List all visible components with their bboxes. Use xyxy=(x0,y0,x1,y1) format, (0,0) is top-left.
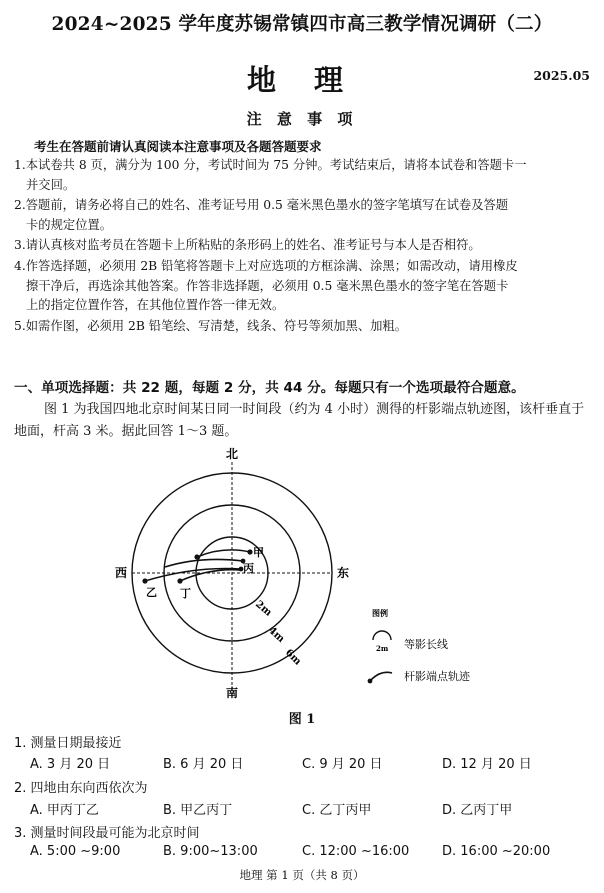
figure-caption: 图 1 xyxy=(288,712,316,727)
legend-track-icon xyxy=(370,672,392,681)
north-label: 北 xyxy=(225,447,239,461)
figure-shadow-diagram xyxy=(0,440,604,725)
ring-label-4m: 4m xyxy=(265,625,287,645)
notice-item-text: 1.本试卷共 8 页，满分为 100 分，考试时间为 75 分钟。考试结束后，请将本试卷和答题卡一 xyxy=(14,158,527,172)
notice-list xyxy=(14,156,594,337)
figure-legend xyxy=(368,608,471,683)
legend-title: 图例 xyxy=(372,608,388,618)
east-label: 东 xyxy=(336,566,350,580)
notice-item-text: 卡的规定位置。 xyxy=(26,217,113,232)
notice-item-text: 擦干净后，再选涂其他答案。作答非选择题，必须用 0.5 毫米黑色墨水的签字笔在答题卡 xyxy=(26,278,509,293)
legend-track-point xyxy=(368,679,373,684)
track-point xyxy=(142,578,147,583)
question-2-option-d[interactable]: D. 乙丙丁甲 xyxy=(442,803,513,818)
ring-label-2m: 2m xyxy=(253,598,274,619)
question-1-option-d[interactable]: D. 12 月 20 日 xyxy=(442,757,532,772)
track-jia xyxy=(197,550,250,557)
ring-label-6m: 6m xyxy=(282,647,304,668)
question-3-stem: 3. 测量时间段最可能为北京时间 xyxy=(14,826,200,841)
question-1-option-b[interactable]: B. 6 月 20 日 xyxy=(163,757,244,772)
exam-title: 2024~2025 学年度苏锡常镇四市高三教学情况调研（二） xyxy=(51,14,553,35)
notice-item-text: 上的指定位置作答，在其他位置作答一律无效。 xyxy=(26,298,285,313)
question-1-option-c[interactable]: C. 9 月 20 日 xyxy=(302,757,383,772)
question-1-option-a[interactable]: A. 3 月 20 日 xyxy=(30,757,111,772)
question-3-option-a[interactable]: A. 5:00 ~9:00 xyxy=(30,844,121,859)
question-3-option-b[interactable]: B. 9:00~13:00 xyxy=(163,844,258,859)
notice-item-4 xyxy=(14,257,594,316)
notice-subheading: 考生在答题前请认真阅读本注意事项及各题答题要求 xyxy=(34,139,322,154)
track-point xyxy=(194,554,199,559)
question-3-option-c[interactable]: C. 12:00 ~16:00 xyxy=(302,844,410,859)
question-3-option-d[interactable]: D. 16:00 ~20:00 xyxy=(442,844,551,859)
legend-contour-sample: 2m xyxy=(376,644,389,653)
legend-contour-icon xyxy=(373,631,391,640)
place-label-ding: 丁 xyxy=(180,587,191,600)
notice-item-3 xyxy=(14,236,594,256)
south-label: 南 xyxy=(225,686,239,700)
track-point xyxy=(177,578,182,583)
notice-item-text: 3.请认真核对监考员在答题卡上所粘贴的条形码上的姓名、准考证号与本人是否相符。 xyxy=(14,238,481,253)
page-footer: 地理 第 1 页（共 8 页） xyxy=(239,868,365,882)
place-label-yi: 乙 xyxy=(146,586,157,599)
west-label: 西 xyxy=(114,566,128,580)
notice-item-5 xyxy=(14,317,594,337)
question-2-option-a[interactable]: A. 甲丙丁乙 xyxy=(30,803,99,818)
subject-title: 地 理 xyxy=(246,63,358,97)
question-2-stem: 2. 四地由东向西依次为 xyxy=(14,781,148,796)
notice-item-text: 5.如需作图，必须用 2B 铅笔绘、写清楚，线条、符号等须加黑、加粗。 xyxy=(14,318,408,333)
notice-item-1 xyxy=(14,156,594,195)
question-2-option-b[interactable]: B. 甲乙丙丁 xyxy=(163,803,233,818)
section-heading: 一、单项选择题：共 22 题，每题 2 分，共 44 分。每题只有一个选项最符合题意。 xyxy=(14,380,525,396)
track-point xyxy=(247,549,252,554)
section-intro: 图 1 为我国四地北京时间某日同一时间段（约为 4 小时）测得的杆影端点轨迹图，该杆垂直于地面，杆高 3 米。据此回答 1～3 题。 xyxy=(14,402,585,439)
notice-item-2 xyxy=(14,196,594,235)
notice-item-text: 并交回。 xyxy=(26,177,76,192)
exam-date: 2025.05 xyxy=(533,68,590,83)
legend-track-label: 杆影端点轨迹 xyxy=(404,670,470,683)
notice-heading: 注 意 事 项 xyxy=(246,110,358,128)
place-label-bing: 丙 xyxy=(243,562,254,575)
question-2-option-c[interactable]: C. 乙丁丙甲 xyxy=(302,803,372,818)
legend-contour-label: 等影长线 xyxy=(404,638,448,651)
notice-item-text: 4.作答选择题，必须用 2B 铅笔将答题卡上对应选项的方框涂满、涂黑；如需改动，请用橡皮 xyxy=(14,258,518,273)
question-1-stem: 1. 测量日期最接近 xyxy=(14,736,122,751)
notice-item-text: 2.答题前，请务必将自己的姓名、准考证号用 0.5 毫米黑色墨水的签字笔填写在试卷及答题 xyxy=(14,198,509,213)
place-label-jia: 甲 xyxy=(253,546,264,559)
track-jia-outer xyxy=(165,559,243,567)
